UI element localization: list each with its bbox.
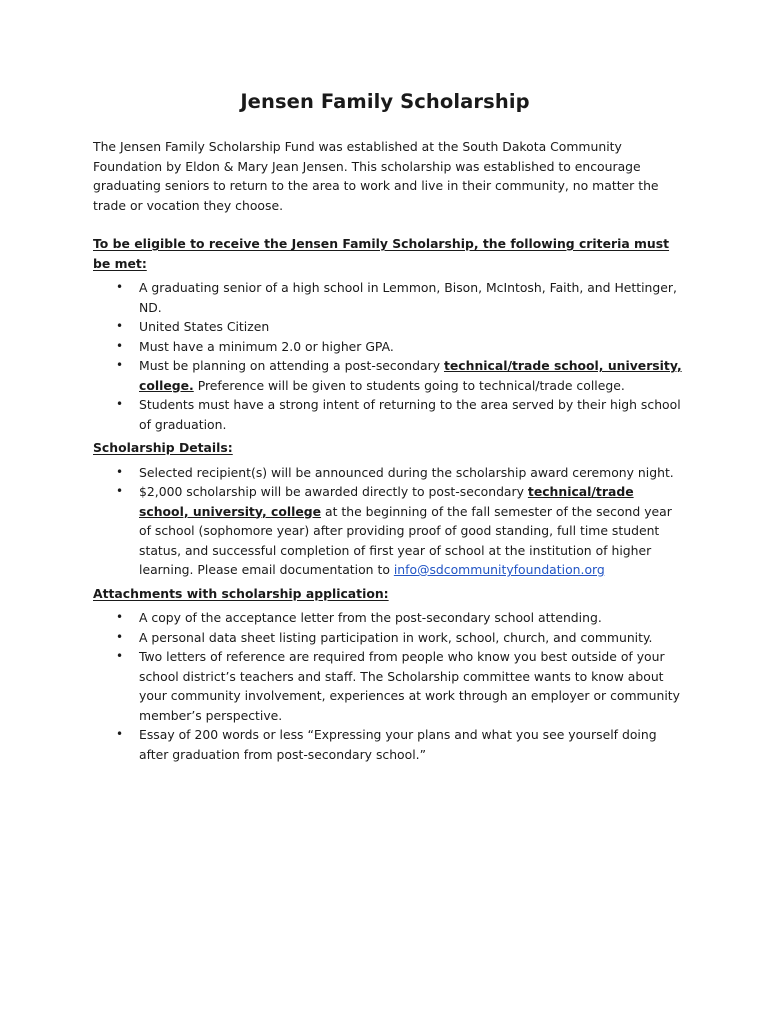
list-item-text-post: Preference will be given to students going to technical/trade college.: [193, 377, 625, 393]
list-item: [93, 608, 683, 628]
school-types-emphasis: technical/trade school, university, college: [139, 484, 634, 519]
list-item: [93, 317, 683, 337]
intro-paragraph: The Jensen Family Scholarship Fund was established at the South Dakota Community Foundation by Eldon & Mary Jean Jensen. This scholarship was established to encourage graduating seniors to return to the area to work and live in their community, no matter the trade or vocation they choose.: [93, 139, 659, 213]
list-item-text: A copy of the acceptance letter from the post-secondary school attending.: [139, 610, 602, 625]
bullet-icon: •: [116, 397, 124, 411]
list-item: [93, 482, 683, 580]
document-body: [93, 137, 683, 764]
list-item: [93, 356, 683, 395]
list-item-text: Selected recipient(s) will be announced during the scholarship award ceremony night.: [139, 464, 674, 480]
list-item: [93, 278, 683, 317]
bullet-icon: •: [116, 610, 124, 624]
attachments-list: [93, 608, 683, 764]
bullet-icon: •: [116, 649, 124, 663]
bullet-icon: •: [116, 319, 124, 333]
list-item-text: A personal data sheet listing participation in work, school, church, and community.: [139, 629, 653, 645]
bullet-icon: •: [116, 280, 124, 294]
eligibility-heading: To be eligible to receive the Jensen Family Scholarship, the following criteria must be met:: [93, 236, 670, 271]
attachments-heading: Attachments with scholarship application:: [93, 585, 389, 601]
list-item-text-post: at the beginning of the fall semester of the second year of school (sophomore year) after providing proof of good standing, full time student status, and successful completion of first year of school at the institution of higher learning. Please email documentation to: [139, 503, 672, 577]
list-item-text: United States Citizen: [139, 319, 270, 334]
list-item: [93, 647, 683, 725]
bullet-icon: •: [116, 464, 124, 479]
bullet-icon: •: [116, 338, 124, 353]
list-item-text: Two letters of reference are required from people who know you best outside of your school district’s teachers and staff. The Scholarship committee wants to know about your community involvement, experiences at work through an employer or community member’s perspective.: [139, 649, 680, 723]
list-item: [93, 337, 683, 357]
email-link[interactable]: info@sdcommunityfoundation.org: [393, 562, 605, 577]
list-item-text: Essay of 200 words or less “Expressing your plans and what you see yourself doing after graduation from post-secondary school.”: [139, 727, 657, 762]
list-item: [93, 628, 683, 648]
school-types-emphasis: technical/trade school, university, college.: [139, 358, 682, 393]
list-item-text: Students must have a strong intent of returning to the area served by their high school of graduation.: [139, 397, 681, 432]
list-item-text-pre: Must be planning on attending a post-secondary: [139, 358, 444, 373]
list-item-text: A graduating senior of a high school in Lemmon, Bison, McIntosh, Faith, and Hettinger, ND.: [139, 280, 677, 315]
list-item-text: Must have a minimum 2.0 or higher GPA.: [139, 338, 394, 354]
list-item-text-pre: $2,000 scholarship will be awarded directly to post-secondary: [139, 484, 528, 499]
list-item: [93, 463, 683, 483]
bullet-icon: •: [116, 727, 124, 741]
bullet-icon: •: [116, 629, 124, 644]
bullet-icon: •: [116, 484, 124, 498]
list-item: [93, 395, 683, 434]
eligibility-list: [93, 278, 683, 434]
details-heading: Scholarship Details:: [93, 440, 233, 455]
details-list: [93, 463, 683, 580]
bullet-icon: •: [116, 358, 124, 372]
list-item: [93, 725, 683, 764]
document-title: Jensen Family Scholarship: [240, 90, 530, 113]
